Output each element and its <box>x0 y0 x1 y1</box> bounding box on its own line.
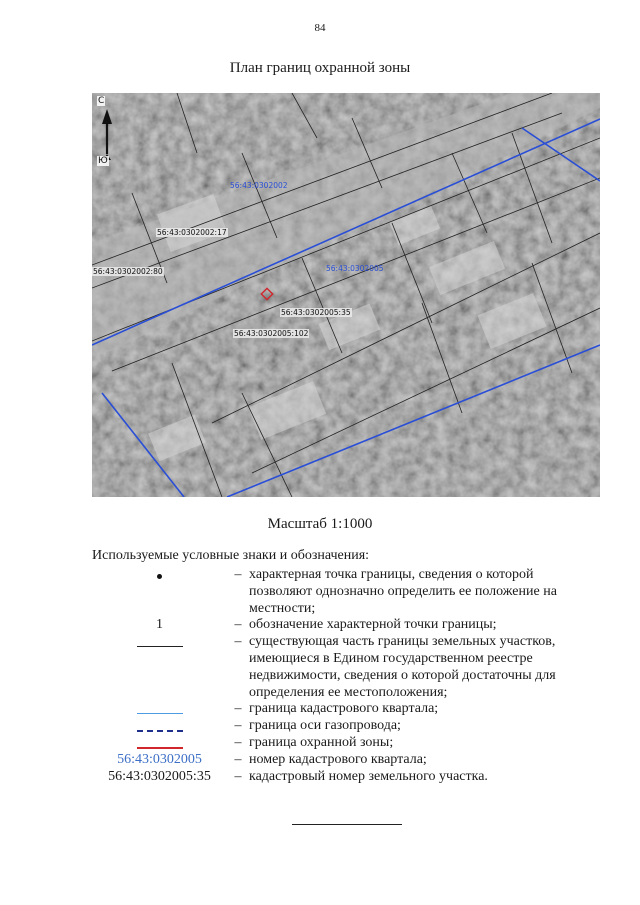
legend-text: граница кадастрового квартала; <box>249 701 439 717</box>
point-number-symbol: 1 <box>156 617 163 633</box>
legend-text: кадастровый номер земельного участка. <box>249 768 488 784</box>
page-number: 84 <box>314 22 326 34</box>
legend-dash: – <box>234 617 242 633</box>
legend-item-parcel-boundary <box>92 634 600 701</box>
footer-divider <box>292 824 402 825</box>
legend-dash: – <box>234 734 242 750</box>
legend-text: номер кадастрового квартала; <box>249 751 427 767</box>
legend-text: граница охранной зоны; <box>249 734 394 750</box>
legend-dash: – <box>234 768 242 784</box>
map-scale: Масштаб 1:1000 <box>267 516 373 532</box>
legend-item-quarter-boundary <box>92 701 600 718</box>
dot-icon <box>157 574 162 579</box>
parcel-label: 56:43:0302002:80 <box>93 267 163 276</box>
legend-item-parcel-number <box>92 769 600 786</box>
legend-dash: – <box>234 718 242 734</box>
legend-heading: Используемые условные знаки и обозначения: <box>92 548 370 563</box>
compass-south-label: Ю <box>98 156 108 166</box>
legend-text: граница оси газопровода; <box>249 718 401 734</box>
legend-dash: – <box>234 751 242 767</box>
compass-north-label: С <box>98 96 105 106</box>
blue-line-icon <box>137 713 183 714</box>
cadastral-map[interactable] <box>92 93 600 497</box>
compass <box>94 96 120 168</box>
parcel-number-symbol: 56:43:0302005:35 <box>108 768 211 784</box>
dashed-line-icon <box>137 730 183 732</box>
parcel-label: 56:43:0302005:102 <box>234 329 309 338</box>
red-line-icon <box>137 747 183 749</box>
legend-item-point-label <box>92 617 600 634</box>
parcel-label: 56:43:0302005:35 <box>281 308 351 317</box>
legend-item-protection-zone <box>92 735 600 752</box>
page-title: План границ охранной зоны <box>229 60 411 76</box>
quarter-label: 56:43:0302002 <box>230 181 288 190</box>
black-line-icon <box>137 646 183 647</box>
quarter-label: 56:43:0302005 <box>326 264 384 273</box>
legend-dash: – <box>234 567 242 582</box>
legend <box>92 567 600 785</box>
legend-text: существующая часть границы земельных участков, имеющиеся в Едином государственном реестре недвижимости, сведения о которой достаточны для определения ее местоположения; <box>249 634 556 700</box>
quarter-number-symbol: 56:43:0302005 <box>117 751 202 767</box>
legend-item-boundary-point <box>92 567 600 617</box>
legend-dash: – <box>234 634 242 650</box>
legend-text: обозначение характерной точки границы; <box>249 617 497 633</box>
map-imagery <box>92 93 600 497</box>
parcel-label: 56:43:0302002:17 <box>157 228 227 237</box>
legend-dash: – <box>234 701 242 717</box>
legend-text: характерная точка границы, сведения о которой позволяют однозначно определить ее положение на местности; <box>249 567 557 616</box>
legend-item-gas-pipeline <box>92 718 600 735</box>
legend-item-quarter-number <box>92 752 600 769</box>
